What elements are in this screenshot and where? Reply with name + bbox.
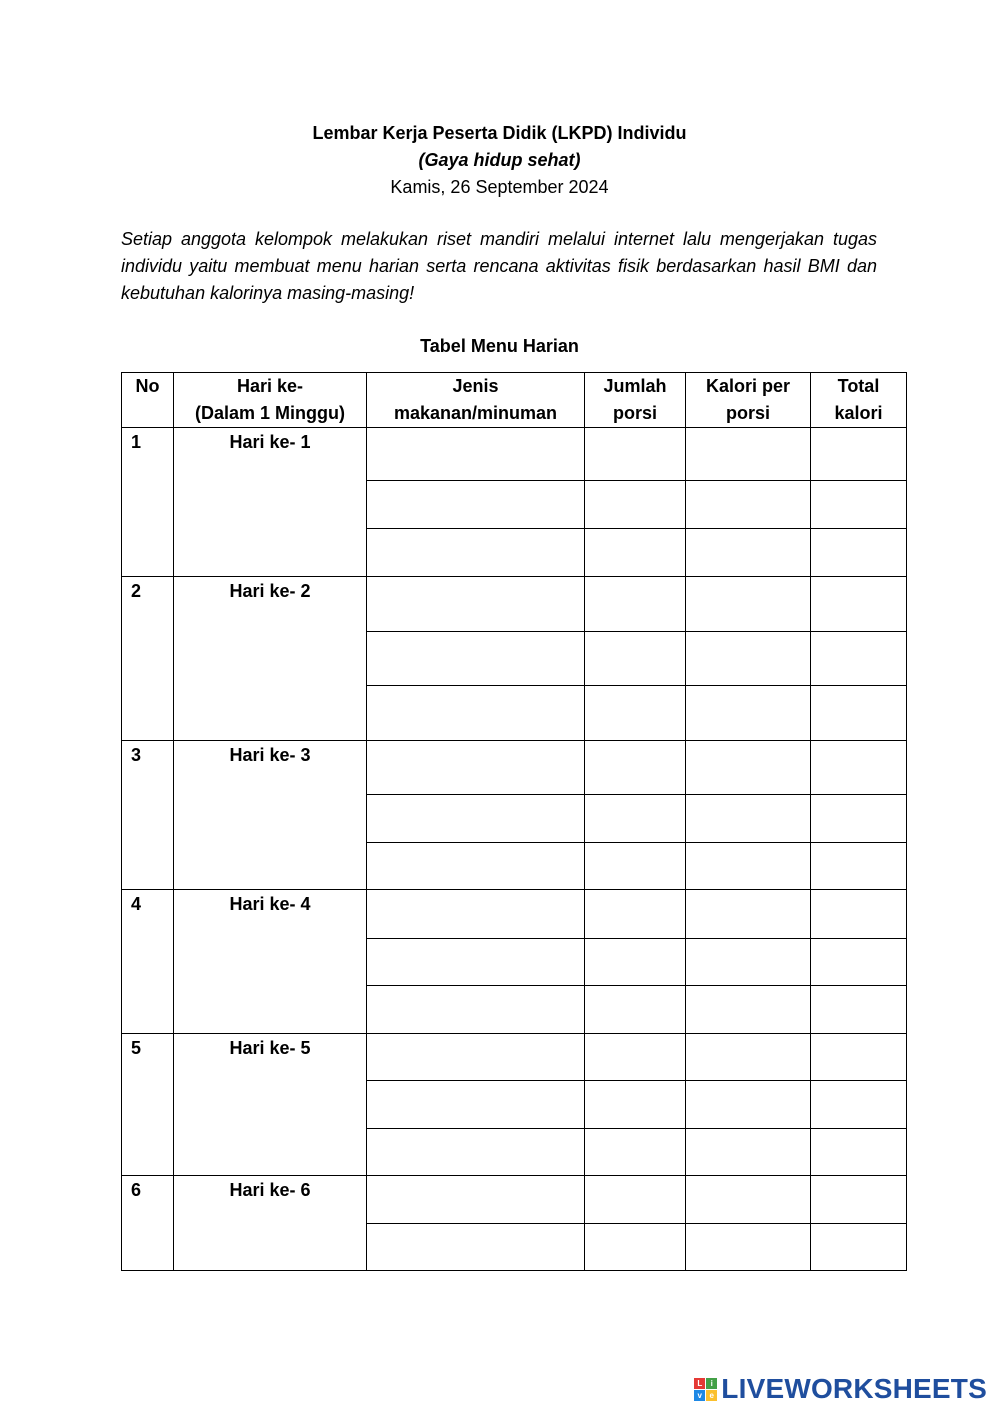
table-caption: Tabel Menu Harian (420, 336, 579, 356)
portion-count-cell[interactable] (585, 632, 686, 686)
document-title: Lembar Kerja Peserta Didik (LKPD) Individu (312, 123, 687, 143)
food-type-cell[interactable] (367, 843, 585, 890)
portion-count-cell[interactable] (585, 986, 686, 1034)
portion-count-cell[interactable] (585, 1034, 686, 1081)
total-calories-cell[interactable] (811, 890, 907, 939)
day-label-cell: Hari ke- 4 (174, 890, 367, 1034)
day-number-cell: 5 (122, 1034, 174, 1176)
total-calories-cell[interactable] (811, 686, 907, 741)
calories-per-portion-cell[interactable] (686, 1129, 811, 1176)
calories-per-portion-cell[interactable] (686, 428, 811, 481)
header-day: Hari ke- (Dalam 1 Minggu) (174, 373, 367, 428)
food-type-cell[interactable] (367, 939, 585, 986)
portion-count-cell[interactable] (585, 577, 686, 632)
portion-count-cell[interactable] (585, 890, 686, 939)
portion-count-cell[interactable] (585, 939, 686, 986)
liveworksheets-logo (694, 1374, 987, 1404)
document-date: Kamis, 26 September 2024 (390, 177, 609, 197)
total-calories-cell[interactable] (811, 1224, 907, 1271)
food-type-cell[interactable] (367, 795, 585, 843)
food-type-cell[interactable] (367, 428, 585, 481)
calories-per-portion-cell[interactable] (686, 795, 811, 843)
food-type-cell[interactable] (367, 481, 585, 529)
day-label-cell: Hari ke- 3 (174, 741, 367, 890)
portion-count-cell[interactable] (585, 1224, 686, 1271)
logo-letter: L (694, 1378, 705, 1389)
food-type-cell[interactable] (367, 529, 585, 577)
daily-menu-table (121, 372, 907, 1271)
total-calories-cell[interactable] (811, 1176, 907, 1224)
document-header (0, 120, 999, 201)
total-calories-cell[interactable] (811, 939, 907, 986)
header-no: No (122, 373, 174, 428)
logo-letter: e (706, 1390, 717, 1401)
total-calories-cell[interactable] (811, 741, 907, 795)
day-label-cell: Hari ke- 6 (174, 1176, 367, 1271)
table-header-row (122, 373, 907, 428)
food-type-cell[interactable] (367, 986, 585, 1034)
portion-count-cell[interactable] (585, 1081, 686, 1129)
brand-name: LIVEWORKSHEETS (721, 1373, 987, 1404)
portion-count-cell[interactable] (585, 1176, 686, 1224)
food-type-cell[interactable] (367, 686, 585, 741)
calories-per-portion-cell[interactable] (686, 741, 811, 795)
food-type-cell[interactable] (367, 632, 585, 686)
header-food-type: Jenis makanan/minuman (367, 373, 585, 428)
total-calories-cell[interactable] (811, 428, 907, 481)
calories-per-portion-cell[interactable] (686, 1176, 811, 1224)
table-row (122, 1176, 907, 1224)
total-calories-cell[interactable] (811, 795, 907, 843)
table-row (122, 890, 907, 939)
total-calories-cell[interactable] (811, 1129, 907, 1176)
calories-per-portion-cell[interactable] (686, 686, 811, 741)
food-type-cell[interactable] (367, 577, 585, 632)
logo-letter: v (694, 1390, 705, 1401)
portion-count-cell[interactable] (585, 843, 686, 890)
total-calories-cell[interactable] (811, 632, 907, 686)
day-number-cell: 4 (122, 890, 174, 1034)
calories-per-portion-cell[interactable] (686, 1081, 811, 1129)
total-calories-cell[interactable] (811, 577, 907, 632)
food-type-cell[interactable] (367, 890, 585, 939)
food-type-cell[interactable] (367, 1129, 585, 1176)
day-label-cell: Hari ke- 5 (174, 1034, 367, 1176)
day-number-cell: 2 (122, 577, 174, 741)
calories-per-portion-cell[interactable] (686, 890, 811, 939)
calories-per-portion-cell[interactable] (686, 632, 811, 686)
food-type-cell[interactable] (367, 1224, 585, 1271)
portion-count-cell[interactable] (585, 481, 686, 529)
food-type-cell[interactable] (367, 1081, 585, 1129)
total-calories-cell[interactable] (811, 1081, 907, 1129)
table-row (122, 1034, 907, 1081)
calories-per-portion-cell[interactable] (686, 529, 811, 577)
calories-per-portion-cell[interactable] (686, 843, 811, 890)
total-calories-cell[interactable] (811, 986, 907, 1034)
header-total-calories: Total kalori (811, 373, 907, 428)
table-row (122, 577, 907, 632)
calories-per-portion-cell[interactable] (686, 986, 811, 1034)
portion-count-cell[interactable] (585, 1129, 686, 1176)
header-portion-count: Jumlah porsi (585, 373, 686, 428)
instructions-paragraph: Setiap anggota kelompok melakukan riset mandiri melalui internet lalu mengerjakan tugas individu yaitu membuat menu harian serta rencana aktivitas fisik berdasarkan hasil BMI dan kebutuhan kalorinya masing-masing! (121, 229, 877, 303)
calories-per-portion-cell[interactable] (686, 1224, 811, 1271)
header-calories-per-portion: Kalori per porsi (686, 373, 811, 428)
total-calories-cell[interactable] (811, 529, 907, 577)
calories-per-portion-cell[interactable] (686, 939, 811, 986)
table-row (122, 741, 907, 795)
liveworksheets-icon (694, 1378, 717, 1401)
logo-letter: i (706, 1378, 717, 1389)
table-row (122, 428, 907, 481)
calories-per-portion-cell[interactable] (686, 1034, 811, 1081)
total-calories-cell[interactable] (811, 843, 907, 890)
portion-count-cell[interactable] (585, 428, 686, 481)
portion-count-cell[interactable] (585, 741, 686, 795)
food-type-cell[interactable] (367, 1034, 585, 1081)
portion-count-cell[interactable] (585, 795, 686, 843)
total-calories-cell[interactable] (811, 1034, 907, 1081)
day-number-cell: 1 (122, 428, 174, 577)
food-type-cell[interactable] (367, 741, 585, 795)
calories-per-portion-cell[interactable] (686, 481, 811, 529)
calories-per-portion-cell[interactable] (686, 577, 811, 632)
day-label-cell: Hari ke- 2 (174, 577, 367, 741)
day-number-cell: 6 (122, 1176, 174, 1271)
day-label-cell: Hari ke- 1 (174, 428, 367, 577)
total-calories-cell[interactable] (811, 481, 907, 529)
food-type-cell[interactable] (367, 1176, 585, 1224)
portion-count-cell[interactable] (585, 529, 686, 577)
document-subtitle: (Gaya hidup sehat) (418, 150, 581, 170)
portion-count-cell[interactable] (585, 686, 686, 741)
day-number-cell: 3 (122, 741, 174, 890)
